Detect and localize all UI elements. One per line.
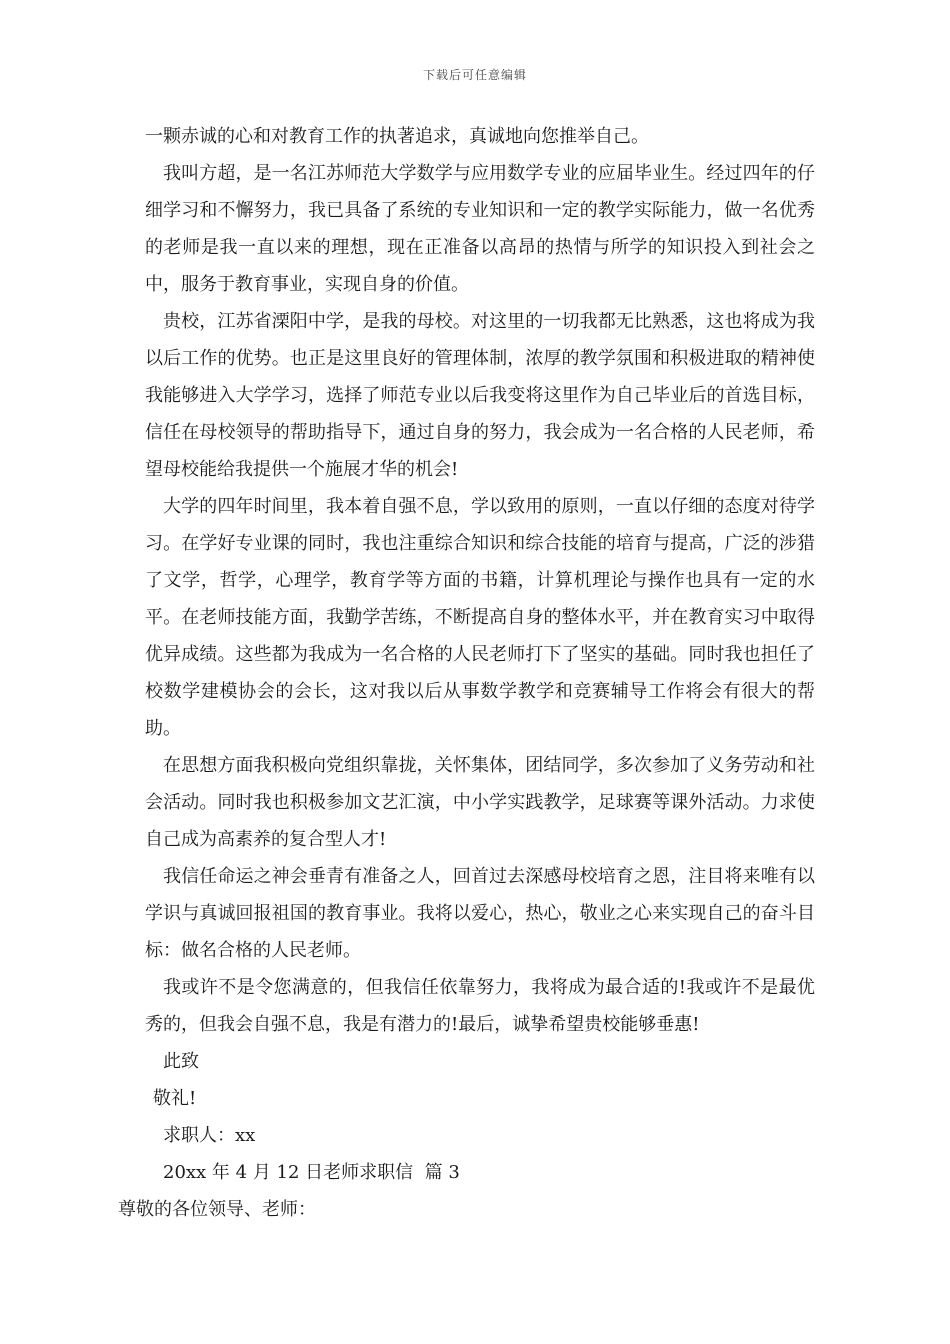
paragraph-2: 我叫方超，是一名江苏师范大学数学与应用数学专业的应届毕业生。经过四年的仔细学习和不懈努力，我已具备了系统的专业知识和一定的教学实际能力，做一名优秀的老师是我一直以来的理想，现在正准备以高昂的热情与所学的知识投入到社会之中，服务于教育事业，实现自身的价值。 <box>145 163 815 295</box>
paragraph-5: 在思想方面我积极向党组织靠拢，关怀集体，团结同学，多次参加了义务劳动和社会活动。同时我也积极参加文艺汇演，中小学实践教学，足球赛等课外活动。力求使自己成为高素养的复合型人才! <box>145 755 815 850</box>
letter-body <box>118 118 815 1228</box>
applicant-signature: 求职人：xx <box>163 1125 256 1146</box>
paragraph-6: 我信任命运之神会垂青有准备之人，回首过去深感母校培育之恩，注目将来唯有以学识与真诚回报祖国的教育事业。我将以爱心，热心，敬业之心来实现自己的奋斗目标：做名合格的人民老师。 <box>145 866 815 961</box>
closing-line: 此致 <box>163 1051 199 1072</box>
paragraph-4: 大学的四年时间里，我本着自强不息，学以致用的原则，一直以仔细的态度对待学习。在学好专业课的同时，我也注重综合知识和综合技能的培育与提高，广泛的涉猎了文学，哲学，心理学，教育学等方面的书籍，计算机理论与操作也具有一定的水平。在老师技能方面，我勤学苦练，不断提高自身的整体水平，并在教育实习中取得优异成绩。这些都为我成为一名合格的人民老师打下了坚实的基础。同时我也担任了校数学建模协会的会长，这对我以后从事数学教学和竞赛辅导工作将会有很大的帮助。 <box>145 496 815 739</box>
next-letter-greeting: 尊敬的各位领导、老师： <box>118 1199 316 1220</box>
paragraph-7: 我或许不是令您满意的，但我信任依靠努力，我将成为最合适的!我或许不是最优秀的，但我会自强不息，我是有潜力的!最后，诚挚希望贵校能够垂惠! <box>145 977 815 1035</box>
page-header-note: 下载后可任意编辑 <box>422 68 527 82</box>
paragraph-1: 一颗赤诚的心和对教育工作的执著追求，真诚地向您推举自己。 <box>145 126 649 147</box>
paragraph-3: 贵校，江苏省溧阳中学，是我的母校。对这里的一切我都无比熟悉，这也将成为我以后工作的优势。也正是这里良好的管理体制，浓厚的教学氛围和积极进取的精神使我能够进入大学学习，选择了师范专业以后我变将这里作为自己毕业后的首选目标，信任在母校领导的帮助指导下，通过自身的努力，我会成为一名合格的人民老师，希望母校能给我提供一个施展才华的机会! <box>145 311 815 480</box>
salute-line: 敬礼! <box>153 1088 197 1109</box>
date-and-section-line: 20xx 年 4 月 12 日老师求职信 篇 3 <box>163 1162 460 1183</box>
